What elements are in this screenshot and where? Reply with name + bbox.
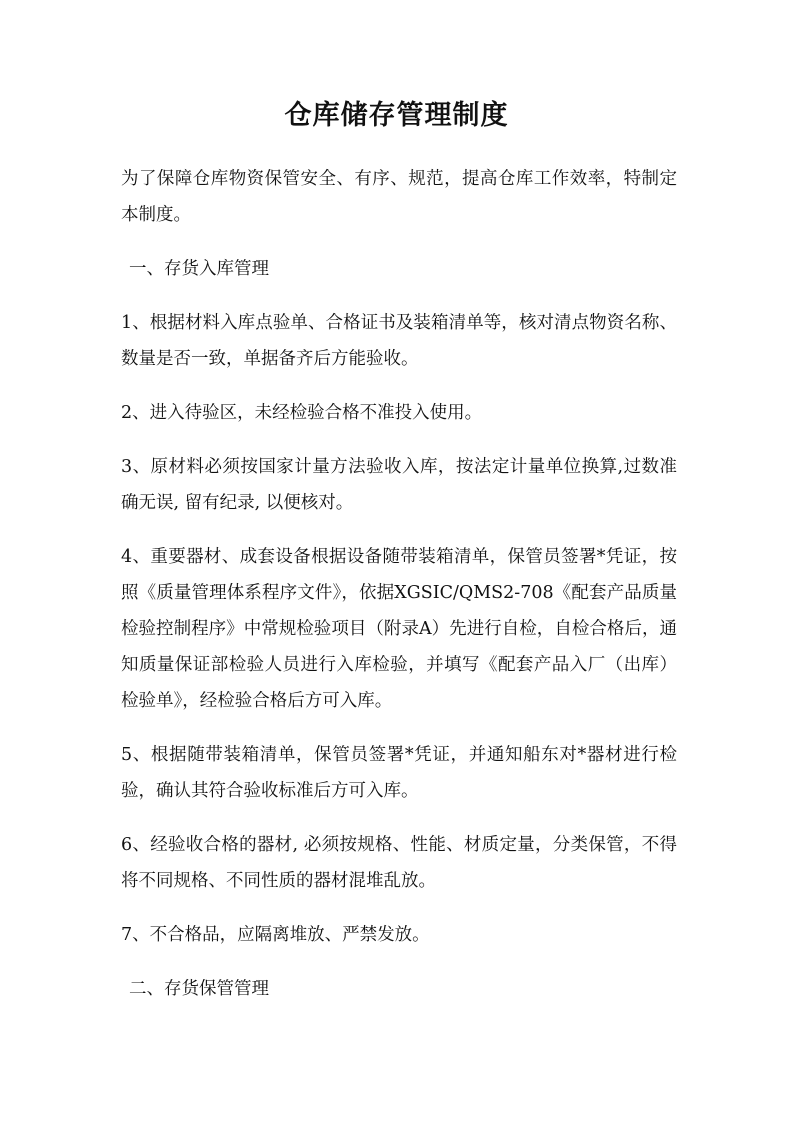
list-item: 2、进入待验区，未经检验合格不准投入使用。	[121, 403, 483, 423]
section-heading-inbound: 一、存货入库管理	[129, 259, 269, 279]
document-body	[121, 161, 677, 1025]
list-item: 1、根据材料入库点验单、合格证书及装箱清单等，核对清点物资名称、数量是否一致，单据备齐后方能验收。	[121, 313, 677, 369]
list-item: 6、经验收合格的器材, 必须按规格、性能、材质定量，分类保管，不得将不同规格、不同性质的器材混堆乱放。	[121, 835, 677, 891]
list-item: 3、原材料必须按国家计量方法验收入库，按法定计量单位换算,过数准确无误, 留有纪录, 以便核对。	[121, 457, 677, 513]
intro-paragraph: 为了保障仓库物资保管安全、有序、规范，提高仓库工作效率，特制定本制度。	[121, 169, 677, 225]
document-title: 仓库储存管理制度	[284, 100, 509, 131]
list-item: 7、不合格品，应隔离堆放、严禁发放。	[121, 925, 430, 945]
list-item: 4、重要器材、成套设备根据设备随带装箱清单，保管员签署*凭证，按照《质量管理体系程序文件》，依据XGSIC/QMS2-708《配套产品质量检验控制程序》中常规检验项目（附录A）先进行自检，自检合格后，通知质量保证部检验人员进行入库检验，并填写《配套产品入厂（出库）检验单》，经检验合格后方可入库。	[121, 547, 677, 711]
list-item: 5、根据随带装箱清单，保管员签署*凭证，并通知船东对*器材进行检验，确认其符合验收标准后方可入库。	[121, 745, 677, 801]
section-heading-storage: 二、存货保管管理	[129, 979, 269, 999]
